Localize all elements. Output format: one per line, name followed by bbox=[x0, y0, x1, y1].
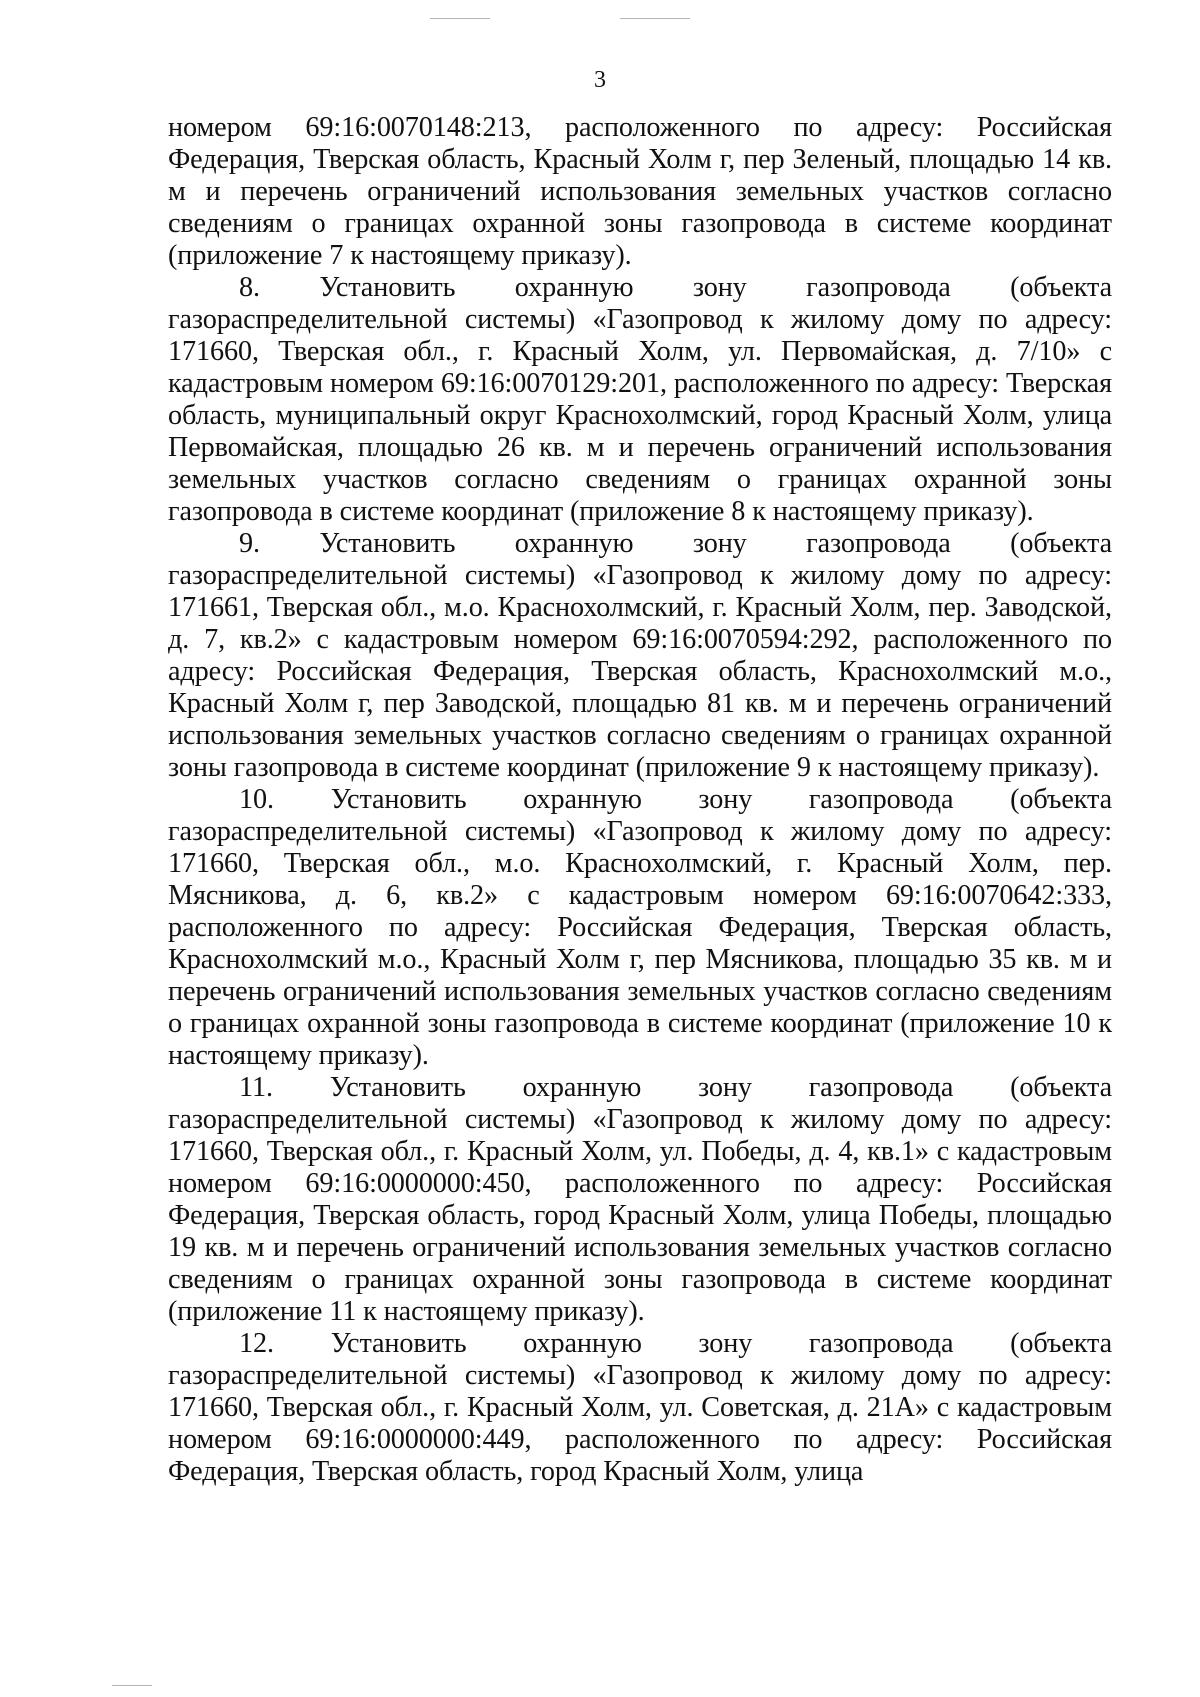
paragraph-item-11: 11. Установить охранную зону газопровода (объекта газораспределительной системы) «Газопровод к жилому дому по адресу: 171660, Тверская обл., г. Красный Холм, ул. Победы, д. 4, кв.1» с кадастровым номером 69:16:0000000:450, расположенного по адресу: Российская Федерация, Тверская область, город Красный Холм, улица Победы, площадью 19 кв. м и перечень ограничений использования земельных участков согласно сведениям о границах охранной зоны газопровода в системе координат (приложение 11 к настоящему приказу). bbox=[168, 1072, 1112, 1327]
document-body bbox=[168, 112, 1112, 1488]
scan-artifact bbox=[112, 1685, 152, 1686]
page-number: 3 bbox=[594, 67, 606, 93]
scan-artifact bbox=[620, 18, 690, 19]
scan-artifact bbox=[430, 18, 490, 19]
paragraph-item-9: 9. Установить охранную зону газопровода (объекта газораспределительной системы) «Газопровод к жилому дому по адресу: 171661, Тверская обл., м.о. Краснохолмский, г. Красный Холм, пер. Заводской, д. 7, кв.2» с кадастровым номером 69:16:0070594:292, расположенного по адресу: Российская Федерация, Тверская область, Краснохолмский м.о., Красный Холм г, пер Заводской, площадью 81 кв. м и перечень ограничений использования земельных участков согласно сведениям о границах охранной зоны газопровода в системе координат (приложение 9 к настоящему приказу). bbox=[168, 528, 1112, 783]
paragraph-item-12: 12. Установить охранную зону газопровода (объекта газораспределительной системы) «Газопровод к жилому дому по адресу: 171660, Тверская обл., г. Красный Холм, ул. Советская, д. 21А» с кадастровым номером 69:16:0000000:449, расположенного по адресу: Российская Федерация, Тверская область, город Красный Холм, улица bbox=[168, 1328, 1112, 1487]
paragraph-continuation: номером 69:16:0070148:213, расположенного по адресу: Российская Федерация, Тверская область, Красный Холм г, пер Зеленый, площадью 14 кв. м и перечень ограничений использования земельных участков согласно сведениям о границах охранной зоны газопровода в системе координат (приложение 7 к настоящему приказу). bbox=[168, 112, 1112, 271]
paragraph-item-8: 8. Установить охранную зону газопровода (объекта газораспределительной системы) «Газопровод к жилому дому по адресу: 171660, Тверская обл., г. Красный Холм, ул. Первомайская, д. 7/10» с кадастровым номером 69:16:0070129:201, расположенного по адресу: Тверская область, муниципальный округ Краснохолмский, город Красный Холм, улица Первомайская, площадью 26 кв. м и перечень ограничений использования земельных участков согласно сведениям о границах охранной зоны газопровода в системе координат (приложение 8 к настоящему приказу). bbox=[168, 272, 1112, 527]
paragraph-item-10: 10. Установить охранную зону газопровода (объекта газораспределительной системы) «Газопровод к жилому дому по адресу: 171660, Тверская обл., м.о. Краснохолмский, г. Красный Холм, пер. Мясникова, д. 6, кв.2» с кадастровым номером 69:16:0070642:333, расположенного по адресу: Российская Федерация, Тверская область, Краснохолмский м.о., Красный Холм г, пер Мясникова, площадью 35 кв. м и перечень ограничений использования земельных участков согласно сведениям о границах охранной зоны газопровода в системе координат (приложение 10 к настоящему приказу). bbox=[168, 784, 1112, 1071]
